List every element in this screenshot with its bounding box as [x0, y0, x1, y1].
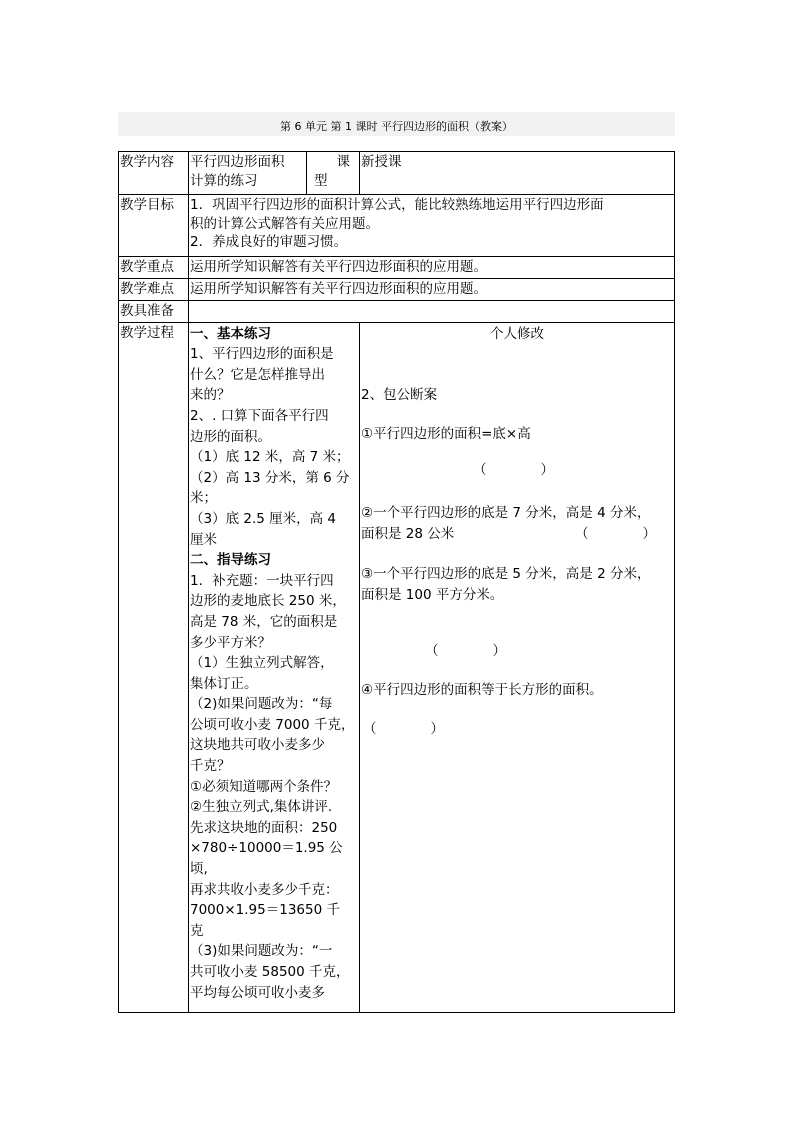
content-value: 平行四边形面积 计算的练习 — [189, 152, 307, 195]
label-difficult: 教学难点 — [119, 279, 189, 301]
answer-paren-1: （ ） — [473, 462, 554, 479]
process-left: 一、基本练习 1、平行四边形的面积是 什么？它是怎样推导出 来的？ 2、. 口算下面各平行四 边形的面积。 （1）底 12 米，高 7 米； （2）高 13 分米，第 6 分 米； （3）底 2.5 厘米，高 4 厘米 二、指导练习 1．补充题：一块平行四 边形的麦地底长 250 米， 高是 78 米，它的面积是 多少平方米？ （1）生独立列式解答， 集体订正。 （2)如果问题改为：“每 公顷可收小麦 7000 千克， 这块地共可收小麦多少 千克？ ①必须知道哪两个条件？ ②生独立列式,集体讲评. 先求这块地的面积：250 ×780÷10000＝1.95 公 顷, 再求共收小麦多少千克： 7000×1.95＝13650 千 克 （3)如果问题改为：“一 共可收小麦 58500 千克， 平均每公顷可收小麦多 — [189, 322, 360, 1012]
answer-paren-3: （ ） — [425, 643, 506, 660]
label-tools: 教具准备 — [119, 301, 189, 323]
revision-heading: 个人修改 — [490, 325, 544, 342]
tools-value — [189, 301, 675, 323]
label-goals: 教学目标 — [119, 195, 189, 257]
row-content — [119, 152, 675, 195]
process-right: 个人修改 2、包公断案 ①平行四边形的面积=底×高 （ ） ②一个平行四边形的底是 7 分米，高是 4 分米， 面积是 28 公米 （ ） ③一个平行四边形的底是 5 分米，高是 2 分米， 面积是 100 平方分米。 （ ） ④平行四边形的面积等于长方形的面积。 （ ） — [360, 322, 675, 1012]
label-key: 教学重点 — [119, 257, 189, 279]
page-title: 第 6 单元 第 1 课时 平行四边形的面积（教案） — [118, 112, 675, 136]
label-process: 教学过程 — [119, 322, 189, 1012]
label-content: 教学内容 — [119, 152, 189, 195]
type-label: 课 型 — [307, 152, 360, 195]
answer-paren-4: （ ） — [363, 720, 444, 737]
type-value: 新授课 — [360, 152, 675, 195]
difficult-value: 运用所学知识解答有关平行四边形面积的应用题。 — [189, 279, 675, 301]
row-tools — [119, 301, 675, 323]
row-process — [119, 322, 675, 1012]
row-difficult — [119, 279, 675, 301]
row-key — [119, 257, 675, 279]
key-value: 运用所学知识解答有关平行四边形面积的应用题。 — [189, 257, 675, 279]
row-goals — [119, 195, 675, 257]
lesson-plan-table — [118, 151, 675, 1013]
goals-value: 1．巩固平行四边形的面积计算公式，能比较熟练地运用平行四边形面 积的计算公式解答有关应用题。 2．养成良好的审题习惯。 — [189, 195, 675, 257]
answer-paren-2: （ ） — [575, 525, 656, 542]
